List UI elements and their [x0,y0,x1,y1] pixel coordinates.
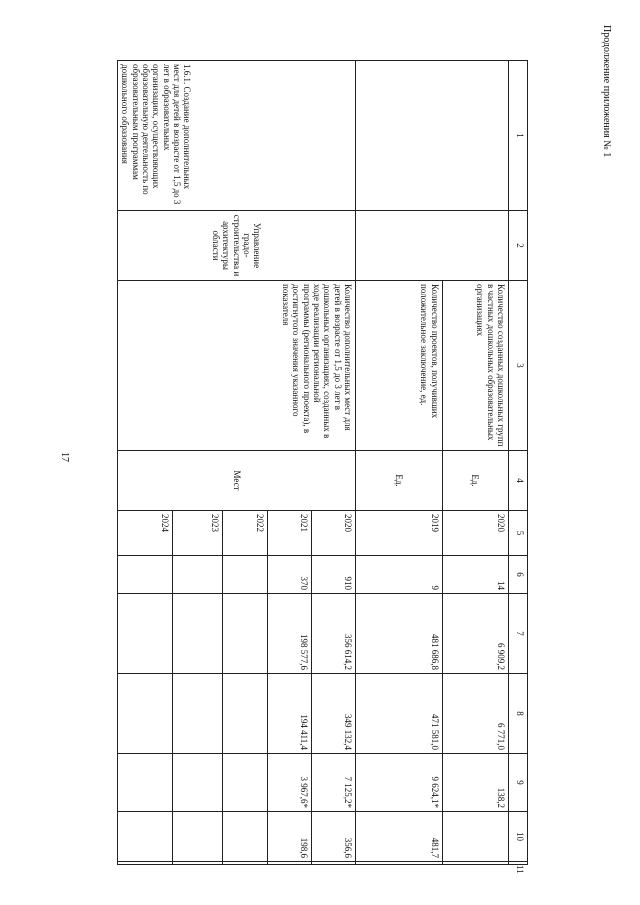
cell-value [442,862,508,865]
cell-value: 7 125,2* [311,754,355,812]
cell-value [118,556,173,594]
cell-value: 198 577,6 [267,594,311,674]
cell-year: 2021 [267,511,311,556]
col-header: 3 [509,281,528,451]
cell-value [118,754,173,812]
cell-value [173,556,223,594]
cell-year: 2019 [356,511,442,556]
col-header: 7 [509,594,528,674]
cell-value [173,594,223,674]
cell-value [223,862,267,865]
cell-indicator: Количество дополнительных мест для детей в возрасте от 1,5 до 3 лет в дошкольных организациях, созданных в ходе реализации региональной программы (регионального проекта), в достигнутого значения указанного показателя [118,281,356,451]
col-header: 1 [509,61,528,211]
col-header: 5 [509,511,528,556]
cell-value [223,556,267,594]
cell-value: 3 967,6* [267,754,311,812]
cell-unit: Мест [118,451,356,511]
col-header: 8 [509,674,528,754]
cell-value: 9 [356,556,442,594]
cell-value [267,862,311,865]
cell-indicator: Количество созданных дошкольных групп в частных дошкольных образовательных организациях [442,281,508,451]
cell-value [223,812,267,862]
cell-value [223,754,267,812]
cell-year: 2020 [311,511,355,556]
cell-value: 14 [442,556,508,594]
cell-year: 2023 [173,511,223,556]
cell-value [442,812,508,862]
cell-year: 2022 [223,511,267,556]
cell-value: 910 [311,556,355,594]
cell-value: 198,6 [267,812,311,862]
header-row [509,61,528,865]
col-header: 9 [509,754,528,812]
cell-indicator: Количество проектов, получивших положительное заключение, ед. [356,281,442,451]
cell-value [311,862,355,865]
cell-value [118,594,173,674]
col-header: 2 [509,211,528,281]
cell-value: 481,7 [356,812,442,862]
cell-executor: Управление градо-строительства и архитектуры области [118,211,356,281]
cell-value: 194 411,4 [267,674,311,754]
continuation-note: Продолжение приложения № 1 [601,25,612,158]
cell-value [173,862,223,865]
cell-value: 370 [267,556,311,594]
cell-value: 356,6 [311,812,355,862]
cell-value [173,812,223,862]
cell-value: 138,2 [442,754,508,812]
cell-value [118,674,173,754]
cell-value: 349 132,4 [311,674,355,754]
cell-executor-blank [356,211,509,281]
rotated-table-container [117,60,528,874]
cell-value [118,862,173,865]
col-header: 6 [509,556,528,594]
cell-value: 356 614,2 [311,594,355,674]
cell-value [173,754,223,812]
table-row [442,61,508,865]
cell-value: 6 909,2 [442,594,508,674]
cell-unit: Ед. [442,451,508,511]
cell-value: 6 771,0 [442,674,508,754]
cell-value [223,594,267,674]
page-number: 17 [59,452,70,462]
cell-value [223,674,267,754]
cell-value: 481 686,8 [356,594,442,674]
col-header: 11 [509,862,528,865]
cell-value: 9 624,1* [356,754,442,812]
cell-measure-blank [356,61,509,211]
cell-measure-name: 1.6.1. Создание дополнительных мест для детей в возрасте от 1,5 до 3 лет в образовательных организациях, осуществляющих образовательную деятельность по образовательным программам дошкольного образования [118,61,356,211]
cell-unit: Ед. [356,451,442,511]
program-table [117,60,528,874]
cell-year: 2024 [118,511,173,556]
cell-value [118,812,173,862]
col-header: 10 [509,812,528,862]
cell-value [173,674,223,754]
col-header: 4 [509,451,528,511]
cell-value [356,862,442,865]
cell-year: 2020 [442,511,508,556]
table-row [311,61,355,865]
cell-value: 471 581,0 [356,674,442,754]
